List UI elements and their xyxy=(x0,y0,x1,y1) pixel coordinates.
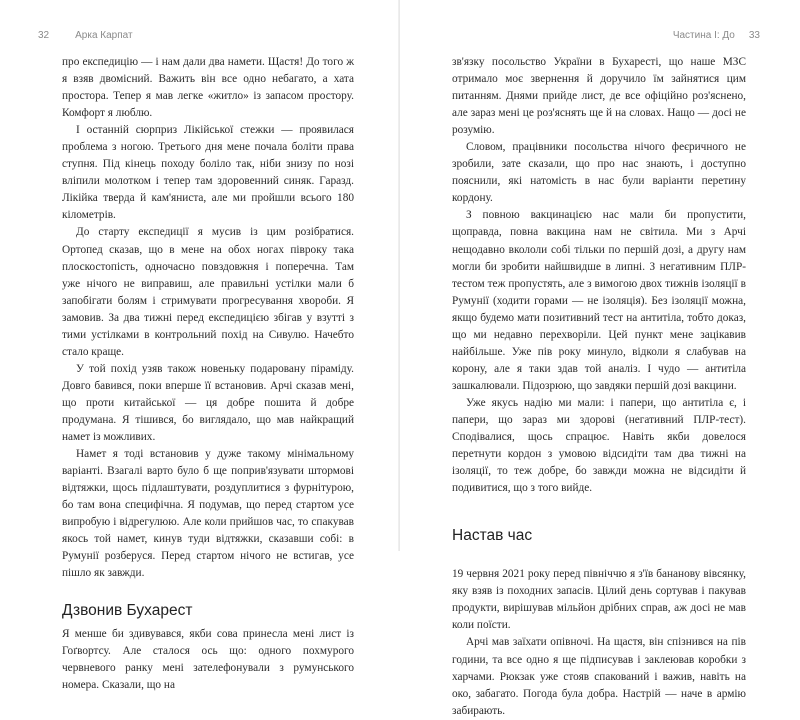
paragraph: Словом, працівники посольства нічого феєричного не зробили, зате сказали, що про нас знають, і доступно пояснили, які натомість в нас були варіанти перетину кордону. xyxy=(452,141,746,205)
right-page-body xyxy=(452,54,746,720)
paragraph: І останній сюрприз Лікійської стежки — проявилася проблема з ногою. Третього дня мене почала боліти права ступня. Під кінець походу боліло так, ніби знизу по нозі вліпили молотком і тепер там здоровенний синяк. Гаразд. Лікійка тверда й кам'яниста, але ми пройшли всього 180 кілометрів. xyxy=(62,124,354,222)
paragraph: Арчі мав заїхати опівночі. На щастя, він спізнився на пів години, та все одно я ще підписував і заклеював коробки з харчами. Рюкзак уже стояв спакований і важив, навіть на око, забагато. Погода була добра. Настрій — наче в армію забирають. xyxy=(452,636,746,717)
paragraph: Я менше би здивувався, якби сова принесла мені лист із Гоґвортсу. Але сталося ось що: одного похмурого червневого ранку мені зателефонували з румунського номера. Сказали, що на xyxy=(62,627,354,691)
paragraph: 19 червня 2021 року перед північчю я з'їв бананову вівсянку, яку взяв із походних запасів. Цілий день сортував і пакував продукти, вирішував мільйон дрібних справ, аж досі не мав коли поїсти. xyxy=(452,568,746,632)
left-paragraphs-after xyxy=(62,626,354,694)
right-paragraphs-before xyxy=(452,54,746,497)
paragraph: У той похід узяв також новеньку подаровану піраміду. Довго бавився, поки вперше її встановив. Арчі сказав мені, що проти китайської — ця добре пошита й добре продумана. Я тішився, бо виглядало, що мав найкращий намет із можливих. xyxy=(62,362,354,444)
paragraph: З повною вакцинацією нас мали би пропустити, щоправда, повна вакцина нам не світила. Ми з Арчі нещодавно вкололи собі тільки по першій дозі, а другу нам могли би зробити найшвидше в липні. З негативним ПЛР-тестом теж пропустять, але з вимогою двох тижнів ізоляції в Румунії (ходити горами — не ізоляція). Без ізоляції можна, якщо будемо мати позитивний тест на антитіла, тобто доказ, що ми недавно перехворіли. Цей пункт мене зацікавив найбільше. Уже пів року минуло, відколи я слабував на корону, але я таки здав той аналіз. І чудо — антитіла зашкалювали. Підозрюю, що завдяки першій дозі вакцини. xyxy=(452,209,746,392)
paragraph: Уже якусь надію ми мали: і папери, що антитіла є, і папери, що зараз ми здорові (негативний ПЛР-тест). Сподівалися, щось спрацює. Навіть якби довелося перетнути кордон з умовою відсидіти там два тижні на ізоляції, то теж добре, бо завжди можна не відсидіти й подивитися, що з того вийде. xyxy=(452,396,746,495)
left-paragraphs-before xyxy=(62,54,354,582)
left-page xyxy=(0,0,400,691)
right-paragraphs-after xyxy=(452,566,746,719)
right-running-head-title: Частина І: До xyxy=(672,30,735,41)
right-running-header xyxy=(673,30,760,41)
paragraph: Намет я тоді встановив у дуже такому мінімальному варіанті. Взагалі варто було б ще поприв'язувати штормові відтяжки, щось підлаштувати, роздуплитися з фурнітурою, бо там вона специфічна. Я подумав, що перед стартом усе випробую і відрегулюю. Але коли прийшов час, то спакував якось той намет, кинув туди відтяжки, сказавши собі: в Румунії розберуся. Перед стартом нічого не встигав, усе пішло як завжди. xyxy=(62,448,354,580)
left-page-body xyxy=(62,54,354,694)
left-running-head-title: Арка Карпат xyxy=(75,30,133,41)
paragraph: До старту експедиції я мусив із цим розібратися. Ортопед сказав, що в мене на обох ногах півроку така плоскостопість, одночасно повздовжня і поперечна. Там уже нічого не виправиш, але правильні устілки мали б запобігати болям і стримувати прогресування хвороби. Я замовив. За два тижні перед експедицією збігав у взутті з тими устілками в контрольний похід на Сивулю. Начебто стало краще. xyxy=(62,226,354,358)
left-page-number: 32 xyxy=(38,30,50,41)
section-heading-time-has-come: Настав час xyxy=(452,527,533,545)
paragraph: про експедицію — і нам дали два намети. Щастя! До того ж я взяв двомісний. Важить він все одно небагато, а хата простора. Тепер я мав легке «житло» із запасом простору. Комфорт я люблю. xyxy=(62,56,354,120)
paragraph: зв'язку посольство України в Бухаресті, що наше МЗС отримало моє звернення й доручило їм зайнятися цим питанням. Днями прийде лист, де все офіційно роз'яснено, але зараз мені це роз'яснять ще й на словах. Нащо — досі не розумію. xyxy=(452,56,746,137)
left-running-header xyxy=(38,30,133,41)
section-heading-bucharest: Дзвонив Бухарест xyxy=(62,602,193,620)
right-page-number: 33 xyxy=(748,30,760,41)
right-page xyxy=(400,0,800,717)
